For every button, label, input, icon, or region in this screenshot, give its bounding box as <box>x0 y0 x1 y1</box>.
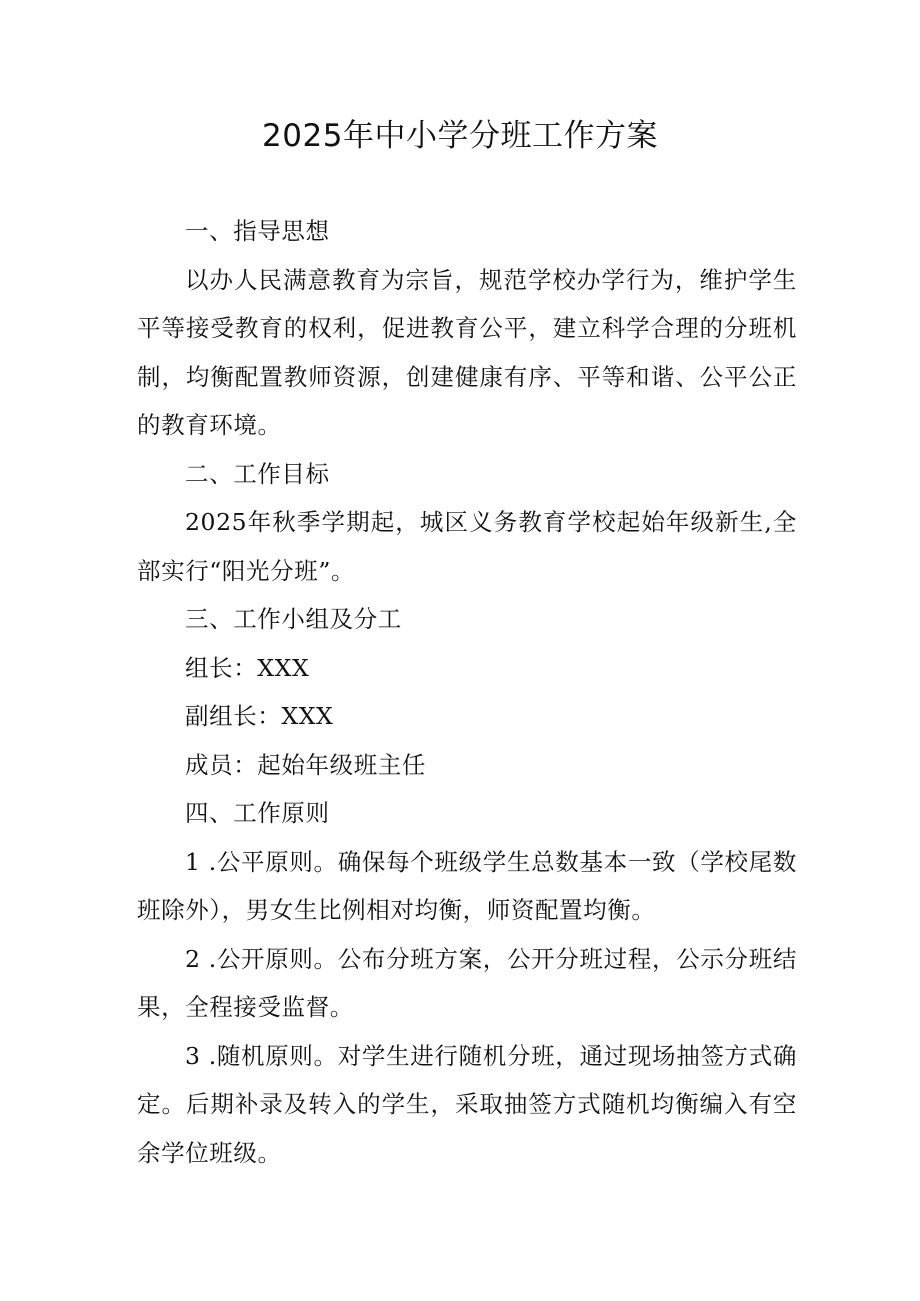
paragraph-work-goals: 2025年秋季学期起，城区义务教育学校起始年级新生,全部实行“阳光分班”。 <box>137 508 797 585</box>
members-line: 成员：起始年级班主任 <box>185 750 426 779</box>
document-body <box>137 207 797 1177</box>
paragraph-guiding-ideology: 以办人民满意教育为宗旨，规范学校办学行为，维护学生平等接受教育的权利，促进教育公平，建立科学合理的分班机制，均衡配置教师资源，创建健康有序、平等和谐、公平公正的教育环境。 <box>137 265 797 439</box>
document-title: 2025年中小学分班工作方案 <box>262 118 658 154</box>
deputy-leader-line: 副组长：XXX <box>185 702 334 730</box>
section-heading-work-principles: 四、工作原则 <box>185 799 330 827</box>
section-heading-work-group: 三、工作小组及分工 <box>185 605 402 633</box>
principle-randomness: 3 .随机原则。对学生进行随机分班，通过现场抽签方式确定。后期补录及转入的学生，采取抽签方式随机均衡编入有空余学位班级。 <box>137 1041 797 1167</box>
principle-fairness: 1 .公平原则。确保每个班级学生总数基本一致（学校尾数班除外），男女生比例相对均衡，师资配置均衡。 <box>137 847 797 924</box>
group-leader-line: 组长：XXX <box>185 653 310 682</box>
principle-openness: 2 .公开原则。公布分班方案，公开分班过程，公示分班结果，全程接受监督。 <box>137 944 797 1021</box>
section-heading-guiding-ideology: 一、指导思想 <box>185 217 330 245</box>
section-heading-work-goals: 二、工作目标 <box>185 459 330 488</box>
